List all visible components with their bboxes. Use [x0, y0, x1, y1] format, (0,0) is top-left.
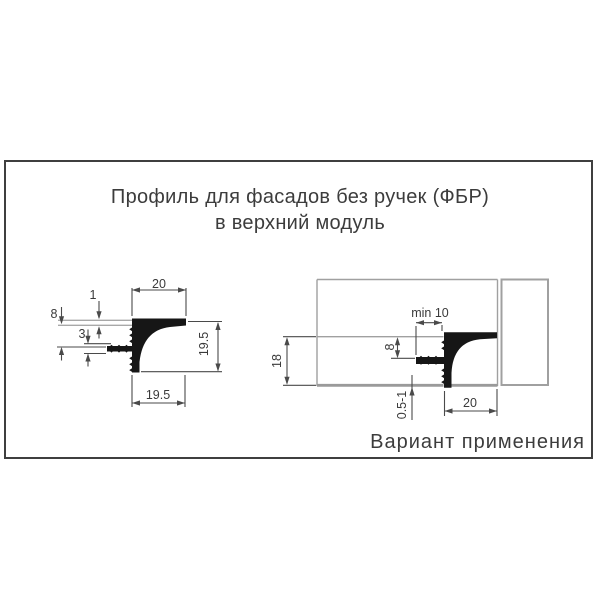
panel-surface-lines [58, 320, 132, 325]
profile-spigot-in-groove [416, 356, 444, 365]
application-caption: Вариант применения [370, 431, 585, 453]
dim-panel-thickness-lines [283, 337, 316, 386]
dim-protrusion-lines [409, 375, 414, 420]
dim-label-panel-thickness: 18 [269, 354, 284, 368]
dim-spigot-height-lines [84, 330, 111, 367]
page-title-line2: в верхний модуль [214, 212, 386, 234]
dim-label-top-width: 20 [152, 276, 166, 291]
dim-label-bottom-width: 19.5 [145, 387, 171, 402]
dim-label-front-lip: 1 [89, 287, 97, 302]
dim-label-height: 19.5 [196, 331, 211, 357]
page-title-line1: Профиль для фасадов без ручек (ФБР) [110, 186, 490, 208]
dim-label-protrusion: 0.5-1 [394, 390, 409, 420]
dim-top-width-lines [132, 287, 186, 316]
profile-body-installed [444, 332, 497, 387]
dim-label-top-offset: 8 [50, 306, 58, 321]
dim-groove-depth-lines [416, 320, 442, 355]
profile-body [132, 319, 186, 373]
dim-label-profile-width: 20 [463, 395, 477, 410]
profile-spigot [107, 345, 132, 353]
dim-label-groove-depth: min 10 [411, 305, 449, 320]
dim-label-spigot-offset: 8 [382, 343, 397, 351]
facade-panel [502, 280, 549, 386]
dim-label-spigot-height: 3 [78, 326, 86, 341]
application-variant-drawing [283, 280, 548, 421]
